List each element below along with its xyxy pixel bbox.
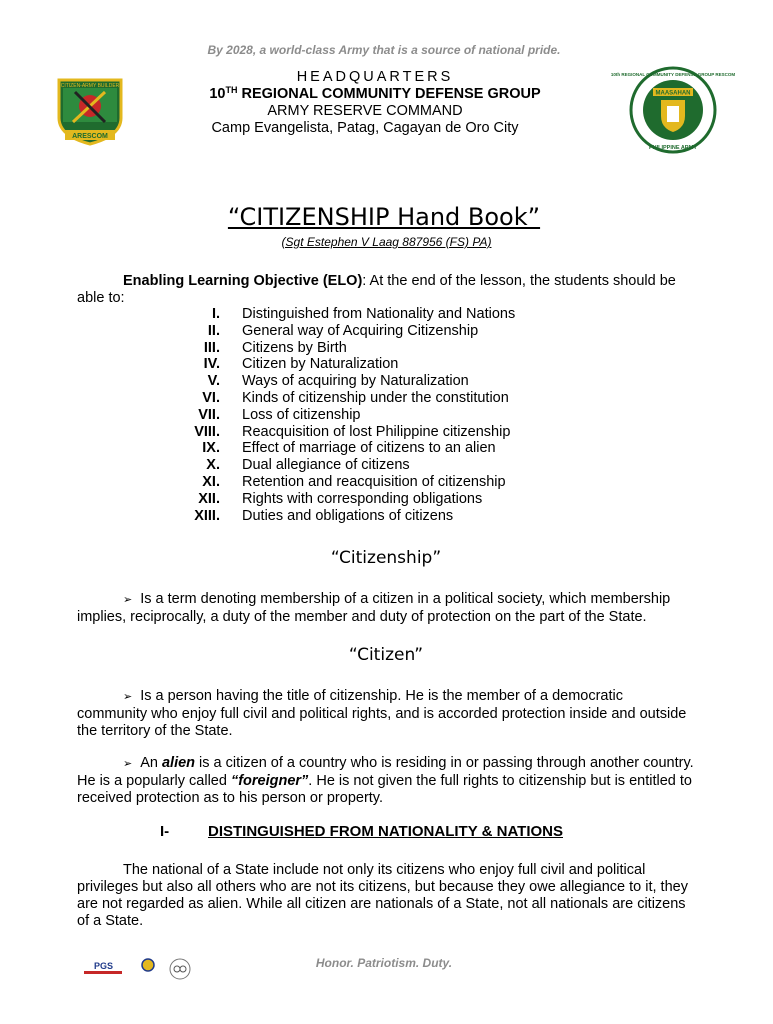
objective-number: XIII. (194, 507, 220, 524)
objective-text: Distinguished from Nationality and Nations (242, 306, 516, 322)
objective-text: Citizens by Birth (242, 339, 347, 356)
headquarters-heading: HEADQUARTERS (296, 69, 454, 85)
objective-number: III. (203, 339, 220, 356)
citizenship-definition (77, 591, 695, 626)
arrow-bullet-icon: ➢ (123, 594, 133, 606)
objective-item (160, 440, 610, 457)
objective-number: XI. (202, 473, 220, 490)
citizen-definition (77, 688, 695, 740)
unit-sup: TH (225, 85, 238, 95)
document-title-text: “CITIZENSHIP Hand Book” (227, 203, 541, 231)
objective-number: I. (211, 306, 220, 322)
objective-item (160, 340, 610, 357)
objective-item (160, 474, 610, 491)
unit-prefix: 10 (209, 86, 226, 102)
alien-pre: An (140, 755, 162, 771)
objective-item (160, 373, 610, 390)
objective-item (160, 323, 610, 340)
objective-text: Citizen by Naturalization (242, 356, 399, 373)
elo-label: Enabling Learning Objective (ELO) (123, 273, 363, 289)
objective-text: Reacquisition of lost Philippine citizenship (242, 423, 511, 440)
section-1-paragraph: The national of a State include not only its citizens who enjoy full civil and political privileges but also all others who are not its citizens, but because they owe allegiance to it, they are not regarded as alien. While all citizen are nationals of a State, not all nationals are citizens of a State. (77, 862, 688, 929)
unit-rest: REGIONAL COMMUNITY DEFENSE GROUP (237, 86, 541, 102)
objective-text: Kinds of citizenship under the constitution (242, 389, 509, 406)
pgs-logo-text: PGS (94, 961, 114, 971)
objective-number: VIII. (194, 423, 220, 440)
objective-item (160, 491, 610, 508)
logo-banner: MAASAHAN (655, 90, 691, 97)
citizenship-text: Is a term denoting membership of a citizen in a political society, which membership implies, reciprocally, a duty of the member and duty of protection on the part of the State. (77, 591, 671, 625)
objective-text: Duties and obligations of citizens (242, 507, 454, 524)
logo-text-top: CITIZEN-ARMY BUILDER (60, 83, 120, 89)
objective-number: XII. (198, 490, 220, 507)
objective-item (160, 390, 610, 407)
foreigner-word: “foreigner” (230, 773, 309, 789)
citizenship-heading: “Citizenship” (330, 548, 442, 568)
section-1-title: DISTINGUISHED FROM NATIONALITY & NATIONS (208, 823, 563, 840)
unit-name (150, 86, 600, 103)
objective-text: Effect of marriage of citizens to an alien (242, 440, 496, 457)
alien-word: alien (161, 755, 196, 771)
objective-text: Ways of acquiring by Naturalization (242, 373, 469, 390)
objective-text: Dual allegiance of citizens (242, 457, 410, 474)
objective-text: Retention and reacquisition of citizenship (242, 473, 506, 490)
footer-motto: Honor. Patriotism. Duty. (315, 956, 453, 970)
objective-number: II. (207, 322, 220, 339)
objective-text: General way of Acquiring Citizenship (242, 322, 479, 339)
citizen-heading: “Citizen” (348, 645, 424, 665)
objective-item (160, 306, 610, 323)
citizen-text: Is a person having the title of citizenship. He is the member of a democratic community who enjoy full civil and political rights, and is accorded protection inside and outside the territory of the State. (77, 688, 687, 739)
objective-number: VII. (198, 406, 220, 423)
seal-text-top: 10th REGIONAL COMMUNITY DEFENSE GROUP RESCOM (610, 72, 736, 77)
objective-text: Rights with corresponding obligations (242, 490, 483, 507)
seal-text-bottom: PHILIPPINE ARMY (648, 145, 698, 151)
logo-text-bottom: ARESCOM (72, 133, 108, 140)
objective-number: VI. (202, 389, 220, 406)
alien-mid: is a citizen of a country who is residing in or passing through another country. He is a popularly called (77, 755, 694, 789)
alien-post: . He is not given the full rights to citizenship but is entitled to received protection as to his person or property. (77, 773, 692, 806)
objective-number: X. (206, 457, 220, 474)
section-1-number: I- (160, 823, 170, 840)
arescom-logo (55, 76, 125, 146)
arrow-bullet-icon: ➢ (123, 691, 133, 703)
objective-item (160, 424, 610, 441)
objective-item (160, 356, 610, 373)
objective-item (160, 457, 610, 474)
objective-text: Loss of citizenship (242, 406, 361, 423)
vision-motto: By 2028, a world-class Army that is a source of national pride. (207, 43, 561, 57)
objective-item (160, 407, 610, 424)
objective-item (160, 508, 610, 525)
elo-text: : At the end of the lesson, the students should be able to: (77, 273, 676, 306)
elo-paragraph (77, 273, 695, 307)
camp-address: Camp Evangelista, Patag, Cagayan de Oro City (211, 120, 519, 136)
author-line: (Sgt Estephen V Laag 887956 (FS) PA) (281, 235, 492, 249)
arrow-bullet-icon: ➢ (123, 758, 133, 770)
rcdg-seal-logo (610, 66, 736, 154)
objective-number: V. (207, 373, 220, 390)
objectives-list (160, 306, 610, 524)
command-name: ARMY RESERVE COMMAND (267, 103, 463, 119)
alien-definition (77, 755, 695, 807)
objective-number: IV. (203, 356, 220, 373)
objective-number: IX. (202, 440, 220, 457)
document-title (0, 203, 768, 231)
